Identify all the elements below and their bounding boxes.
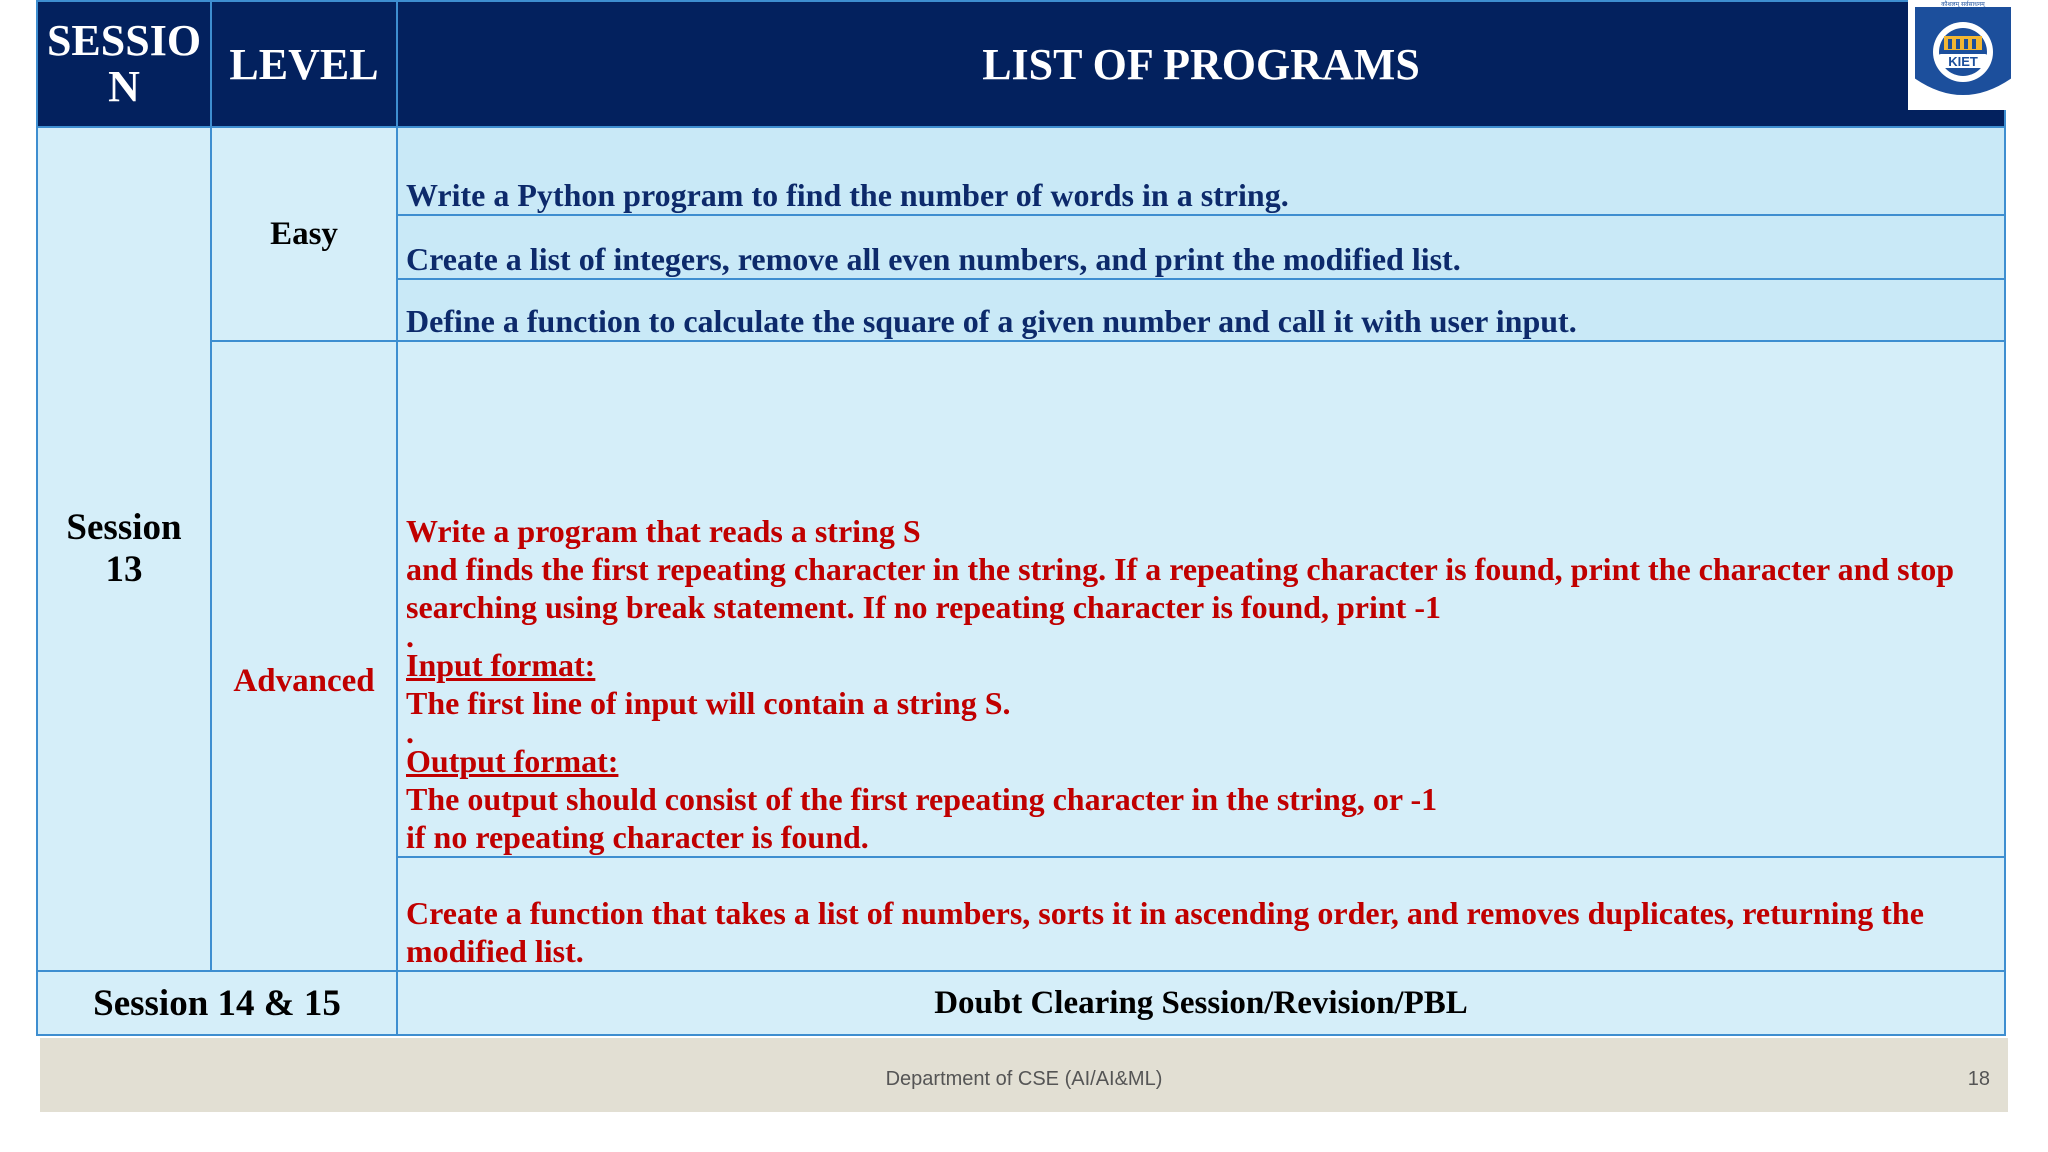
page-number: 18: [1967, 1068, 1990, 1090]
footer: [40, 1038, 2008, 1112]
programs-table: [36, 0, 2006, 1036]
easy-program-3: [396, 278, 2006, 342]
output-format-line2: if no repeating character is found.: [406, 819, 869, 855]
easy-program-1: [396, 126, 2006, 216]
level-advanced: Advanced: [210, 340, 398, 972]
easy-program-2: [396, 214, 2006, 280]
advanced-program-1: [396, 340, 2006, 858]
session-13-label: Session 13: [66, 507, 182, 590]
header-level: LEVEL: [210, 0, 398, 128]
logo-top-text: कौशलम् सर्वसाधनम्: [1941, 1, 1985, 8]
output-format-heading: Output format:: [406, 743, 619, 779]
session-13-cell: [36, 126, 212, 972]
kiet-logo: [1908, 0, 2018, 110]
input-format-heading: Input format:: [406, 647, 596, 683]
header-session: SESSION: [36, 0, 212, 128]
adv-p1-dot1: .: [406, 618, 414, 654]
logo-name: KIET: [1948, 54, 1978, 69]
easy-program-3-text: Define a function to calculate the square of a given number and call it with user input.: [406, 303, 1577, 339]
adv-p1-dot2: .: [406, 714, 414, 750]
easy-program-2-text: Create a list of integers, remove all even numbers, and print the modified list.: [406, 241, 1461, 277]
session-14-15-label: Session 14 & 15: [36, 970, 398, 1036]
level-easy: Easy: [210, 126, 398, 342]
input-format-text: The first line of input will contain a string S.: [406, 685, 1011, 721]
adv-p1-line1: Write a program that reads a string S: [406, 513, 921, 549]
footer-department: Department of CSE (AI/AI&ML): [885, 1068, 1163, 1090]
easy-program-1-text: Write a Python program to find the number of words in a string.: [406, 177, 1289, 213]
output-format-line1: The output should consist of the first repeating character in the string, or -1: [406, 781, 1438, 817]
adv-p1-line2: and finds the first repeating character in the string. If a repeating character is found, print the character and stop searching using break statement. If no repeating character is found, print -1: [406, 551, 1955, 625]
advanced-program-2: [396, 856, 2006, 972]
advanced-program-2-text: Create a function that takes a list of numbers, sorts it in ascending order, and removes duplicates, returning the modified list.: [406, 895, 1924, 969]
header-list-of-programs: LIST OF PROGRAMS: [396, 0, 2006, 128]
session-14-15-activity: Doubt Clearing Session/Revision/PBL: [396, 970, 2006, 1036]
